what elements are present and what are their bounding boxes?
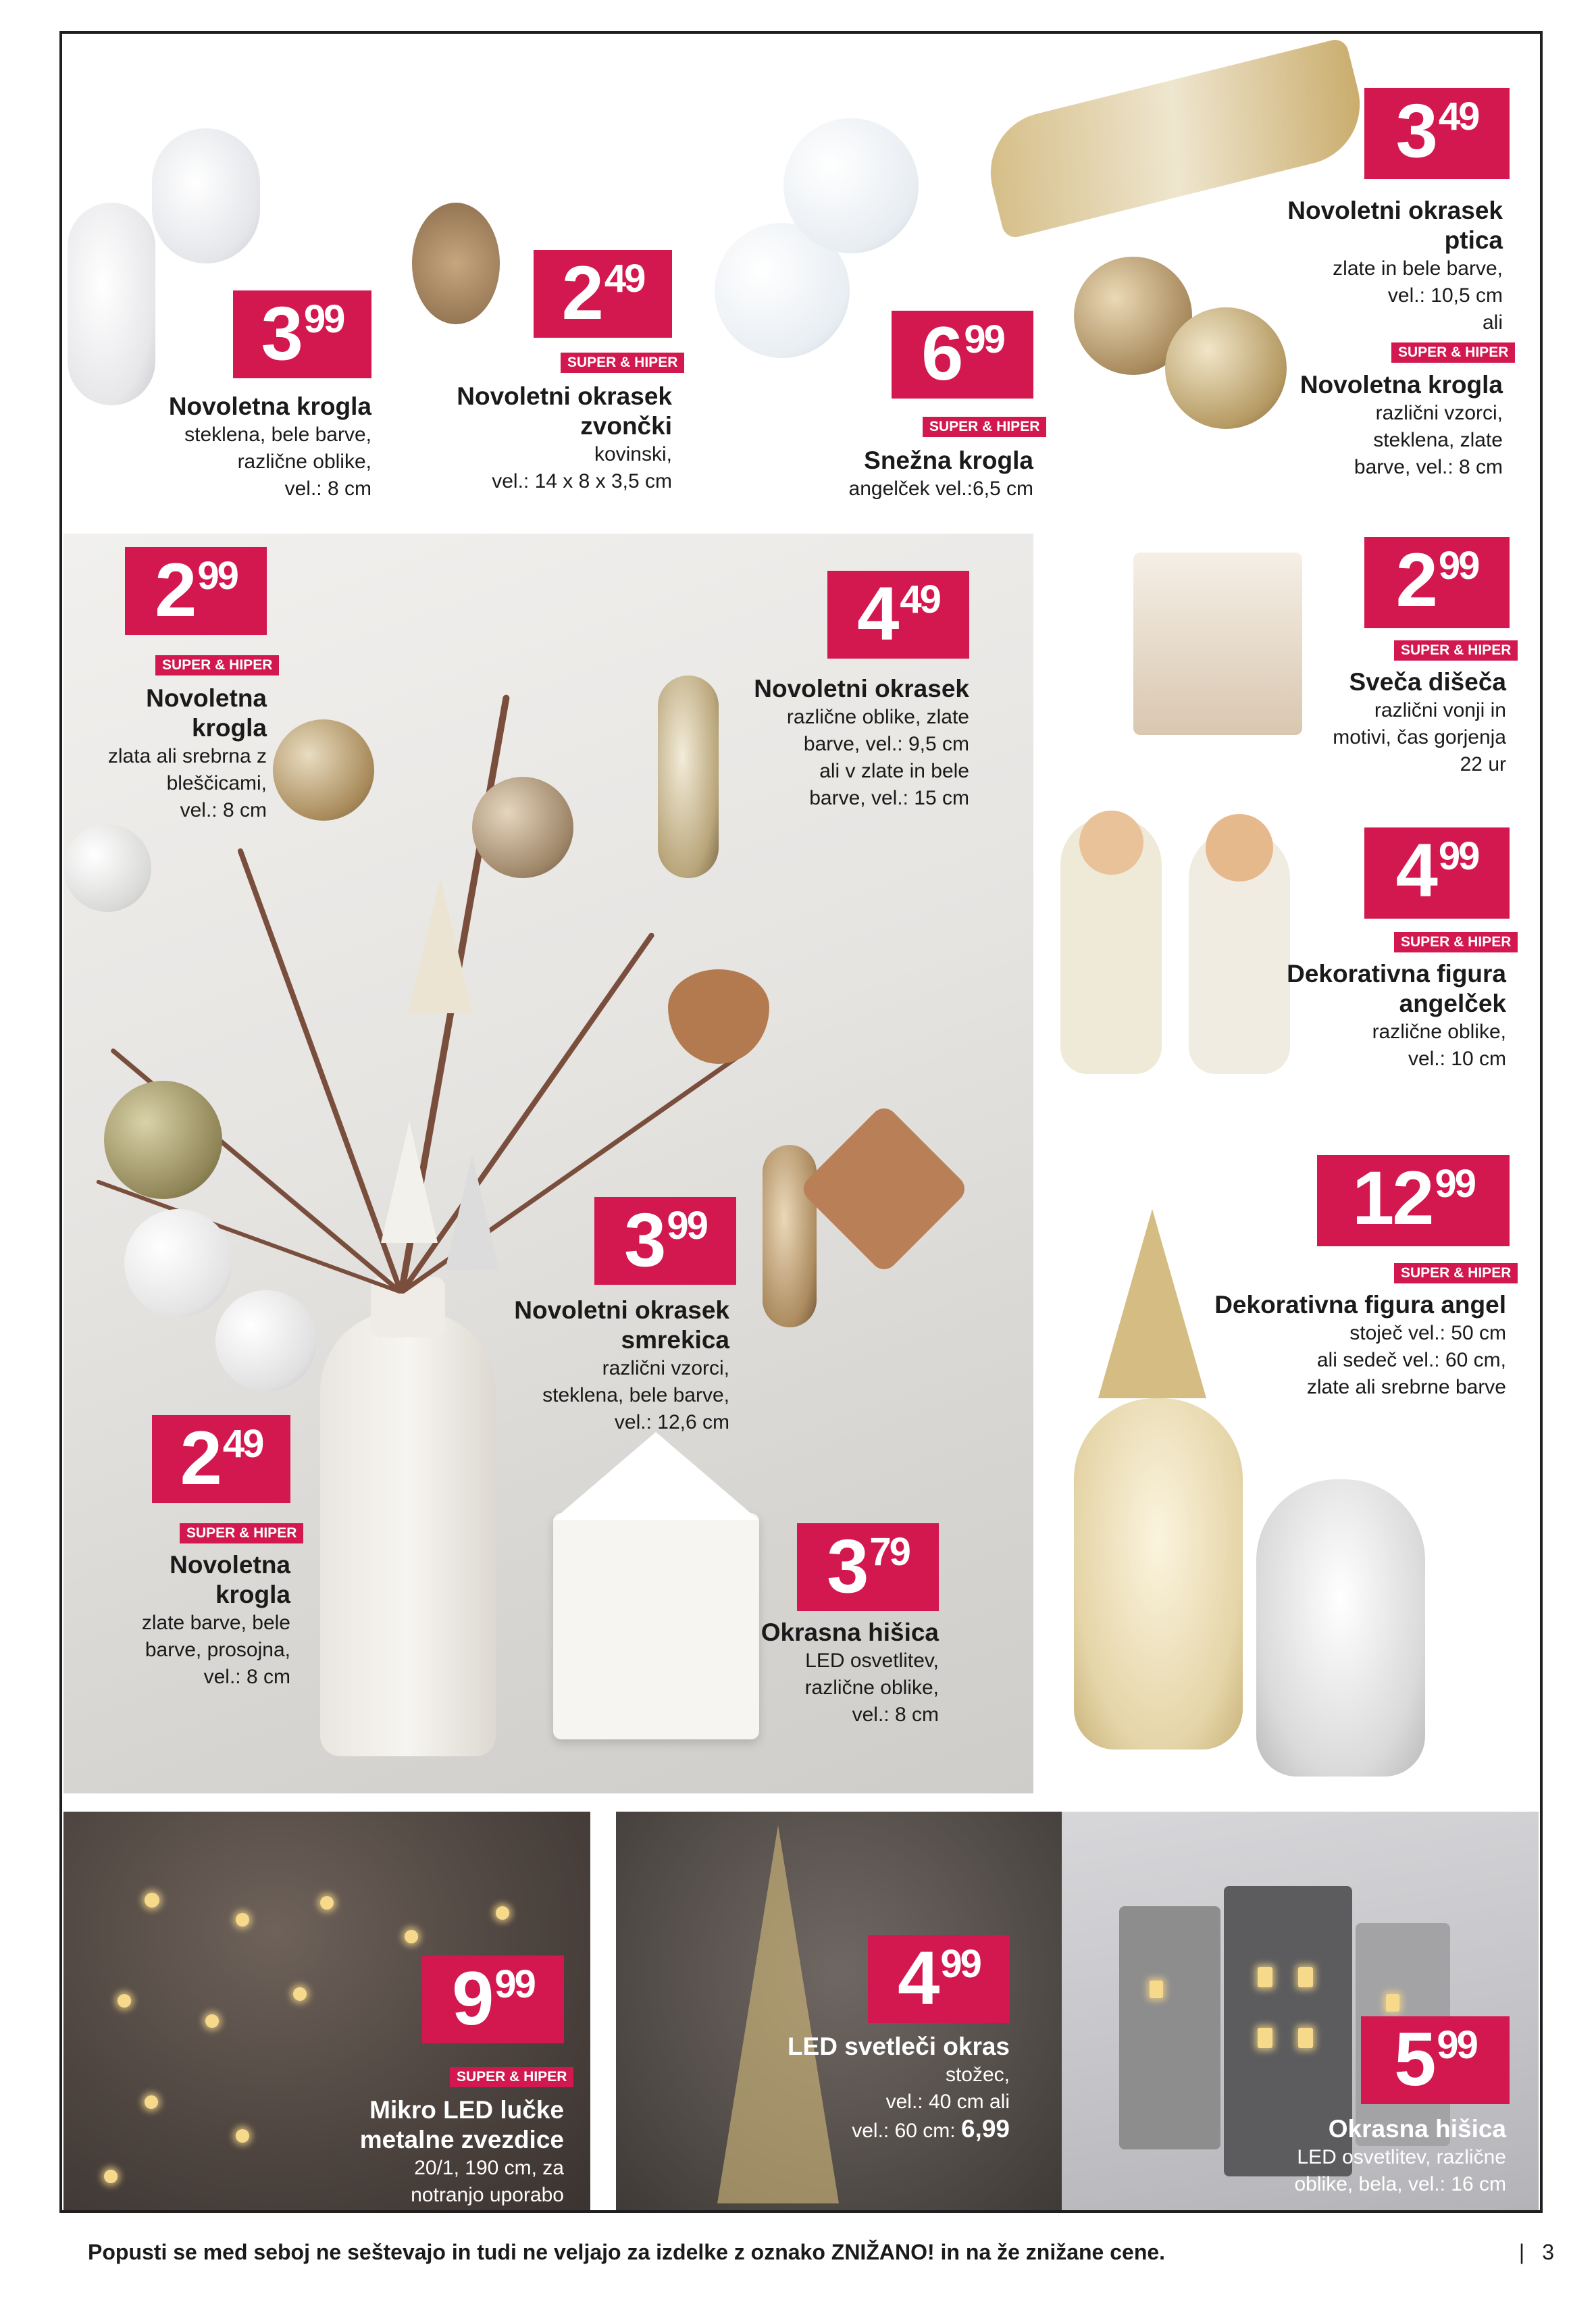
price-cents: 99 <box>1435 1162 1475 1206</box>
price-main: 2 <box>561 251 602 335</box>
super-hiper-badge: SUPER & HIPER <box>1394 1263 1518 1283</box>
window-light <box>1258 2028 1272 2048</box>
angel-figure-gold <box>1074 1398 1243 1750</box>
vase <box>320 1310 496 1756</box>
clear-ornament <box>63 824 151 912</box>
price-main: 3 <box>261 291 301 376</box>
clear-ornament <box>124 1209 232 1317</box>
product-title: Novoletni okrasek smrekica <box>514 1296 729 1354</box>
product-info <box>736 1618 939 1729</box>
page-number-value: 3 <box>1542 2240 1554 2264</box>
price-tag <box>594 1197 736 1285</box>
product-info <box>1236 2114 1506 2198</box>
price-tag <box>1364 827 1510 919</box>
product-info <box>763 446 1033 503</box>
star-light <box>293 1987 307 2001</box>
product-description: 20/1, 190 cm, za notranjo uporabo <box>411 2157 564 2206</box>
product-description: stoječ vel.: 50 cm ali sedeč vel.: 60 cm, zlate ali srebrne barve <box>1306 1322 1506 1398</box>
product-title: Okrasna hišica <box>1328 2115 1506 2143</box>
price-main: 5 <box>1394 2017 1435 2101</box>
product-info <box>1236 370 1503 481</box>
page-number <box>1519 2240 1554 2265</box>
super-hiper-badge: SUPER & HIPER <box>1394 932 1518 952</box>
star-light <box>104 2170 118 2183</box>
star-light <box>236 2129 249 2143</box>
price-tag <box>868 1935 1010 2023</box>
bells-ornament <box>412 203 500 324</box>
product-description <box>787 2062 1010 2145</box>
price-cents: 49 <box>900 578 939 621</box>
price-main: 4 <box>857 571 898 656</box>
product-info <box>493 1296 729 1436</box>
product-info <box>317 2095 564 2209</box>
product-description: različni vonji in motivi, čas gorjenja 22 ur <box>1333 699 1506 775</box>
super-hiper-badge: SUPER & HIPER <box>180 1523 303 1543</box>
product-description: različne oblike, vel.: 10 cm <box>1372 1021 1506 1070</box>
price-main: 2 <box>1395 538 1436 622</box>
price-tag <box>797 1523 939 1611</box>
product-title: LED svetleči okras <box>787 2033 1010 2060</box>
price-main: 3 <box>624 1198 665 1282</box>
product-title: Snežna krogla <box>864 446 1033 474</box>
price-tag <box>827 571 969 659</box>
product-info <box>1236 196 1503 336</box>
product-title: Dekorativna figura angelček <box>1287 960 1506 1017</box>
glass-tree-ornament <box>381 1121 438 1243</box>
product-description: kovinski, vel.: 14 x 8 x 3,5 cm <box>492 443 672 492</box>
price-cents: 99 <box>1438 834 1478 878</box>
price-cents: 99 <box>940 1942 980 1986</box>
super-hiper-badge: SUPER & HIPER <box>155 655 279 675</box>
product-description: različne oblike, zlate barve, vel.: 9,5 cm ali v zlate in bele barve, vel.: 15 cm <box>786 706 969 809</box>
angel-head <box>1079 811 1143 875</box>
price-tag <box>892 311 1033 399</box>
price-main: 9 <box>452 1956 492 2041</box>
product-title: Dekorativna figura angel <box>1214 1291 1506 1319</box>
product-info <box>787 2032 1010 2145</box>
product-info <box>88 1550 290 1691</box>
page-separator: | <box>1518 2240 1525 2264</box>
product-title: Novoletna krogla <box>170 1551 290 1608</box>
price-cents: 49 <box>604 257 644 301</box>
price-cents: 99 <box>964 317 1004 361</box>
price-cents: 49 <box>1438 95 1478 138</box>
product-title: Novoletna krogla <box>1299 371 1503 399</box>
product-description: LED osvetlitev, različne oblike, bela, vel.: 16 cm <box>1294 2146 1506 2195</box>
price-cents: 49 <box>222 1422 263 1466</box>
product-info <box>1270 667 1506 778</box>
super-hiper-badge: SUPER & HIPER <box>923 417 1046 437</box>
star-light <box>496 1906 509 1920</box>
product-info <box>68 684 267 824</box>
product-title: Novoletni okrasek zvončki <box>457 382 672 440</box>
price-main: 3 <box>1395 88 1436 173</box>
product-title: Novoletni okrasek ptica <box>1287 197 1503 254</box>
product-info <box>1270 959 1506 1073</box>
gold-drop-ornament <box>763 1145 817 1327</box>
product-description: zlate in bele barve, vel.: 10,5 cm ali <box>1333 257 1503 334</box>
product-description: različni vzorci, steklena, zlate barve, vel.: 8 cm <box>1354 402 1503 478</box>
price-main: 2 <box>155 548 195 632</box>
price-tag <box>422 1956 564 2043</box>
ceramic-house <box>553 1513 759 1739</box>
star-light <box>405 1930 418 1943</box>
price-cents: 99 <box>1438 544 1478 588</box>
product-title: Sveča dišeča <box>1349 668 1506 696</box>
window-light <box>1298 1967 1313 1987</box>
product-title: Mikro LED lučke metalne zvezdice <box>359 2096 564 2153</box>
gold-ornament <box>472 777 573 878</box>
super-hiper-badge: SUPER & HIPER <box>450 2067 573 2087</box>
ceramic-house-roof <box>553 1432 758 1520</box>
window-light <box>1386 1994 1399 2012</box>
price-tag <box>534 250 672 338</box>
product-info <box>426 382 672 495</box>
gold-ornament <box>273 719 374 821</box>
window-light <box>1150 1981 1163 1998</box>
glass-tree-ornament <box>408 878 473 1013</box>
footer-disclaimer: Popusti se med seboj ne seštevajo in tudi ne veljajo za izdelke z oznako ZNIŽANO! in na že znižane cene. <box>88 2240 1166 2264</box>
product-title: Novoletna krogla <box>168 392 371 420</box>
price-main: 4 <box>898 1936 938 2020</box>
star-light <box>145 1893 159 1908</box>
gold-ornament <box>104 1081 222 1199</box>
price-cents: 79 <box>869 1530 909 1574</box>
price-tag <box>1317 1155 1510 1246</box>
price-cents: 99 <box>303 297 344 341</box>
price-main: 3 <box>827 1524 867 1608</box>
price-tag <box>152 1415 290 1503</box>
price-main: 12 <box>1352 1156 1433 1240</box>
price-cents: 99 <box>667 1204 706 1248</box>
product-title: Novoletna krogla <box>146 684 267 742</box>
product-description: zlate barve, bele barve, prosojna, vel.: 8 cm <box>141 1612 290 1688</box>
angel-figure-silver <box>1256 1479 1425 1777</box>
price-tag <box>1364 88 1510 179</box>
price-main: 2 <box>180 1416 220 1500</box>
star-light <box>145 2095 158 2109</box>
star-light <box>205 2014 219 2028</box>
glass-drop-ornament <box>68 203 155 405</box>
super-hiper-badge: SUPER & HIPER <box>561 353 684 373</box>
product-description: angelček vel.:6,5 cm <box>848 478 1033 500</box>
product-description: zlata ali srebrna z bleščicami, vel.: 8 cm <box>107 745 267 821</box>
product-title: Okrasna hišica <box>761 1618 939 1646</box>
product-description: LED osvetlitev, različne oblike, vel.: 8 cm <box>804 1650 939 1726</box>
price-main: 4 <box>1395 828 1436 913</box>
window-light <box>1258 1967 1272 1987</box>
price-main: 6 <box>921 311 962 396</box>
price-cents: 99 <box>494 1962 534 2006</box>
description-text: stožec, vel.: 40 cm ali vel.: 60 cm: <box>852 2064 1010 2142</box>
star-light <box>118 1994 131 2008</box>
glass-onion-ornament <box>152 128 260 263</box>
star-light <box>320 1896 334 1910</box>
star-light <box>236 1913 249 1926</box>
alt-price: 6,99 <box>960 2115 1010 2143</box>
price-tag <box>233 290 371 378</box>
gingerbread-star <box>798 1103 971 1275</box>
price-cents: 99 <box>197 554 237 598</box>
product-description: steklena, bele barve, različne oblike, vel.: 8 cm <box>184 424 371 500</box>
house-figure <box>1119 1906 1220 2149</box>
glass-tree-ornament <box>445 1155 499 1270</box>
product-title: Novoletni okrasek <box>754 675 969 703</box>
gingerbread-heart <box>668 969 769 1064</box>
snow-globe <box>783 118 919 253</box>
product-info <box>706 674 969 812</box>
angel-head <box>1206 814 1273 882</box>
price-cents: 99 <box>1437 2023 1476 2067</box>
price-tag <box>1361 2016 1510 2104</box>
price-tag <box>1364 537 1510 628</box>
price-tag <box>125 547 267 635</box>
clear-ornament <box>215 1290 317 1391</box>
super-hiper-badge: SUPER & HIPER <box>1391 342 1515 363</box>
super-hiper-badge: SUPER & HIPER <box>1394 640 1518 661</box>
product-info <box>101 392 371 503</box>
product-description: različni vzorci, steklena, bele barve, vel.: 12,6 cm <box>542 1357 729 1433</box>
window-light <box>1298 2028 1313 2048</box>
product-info <box>1148 1290 1506 1401</box>
led-cone <box>717 1825 839 2203</box>
